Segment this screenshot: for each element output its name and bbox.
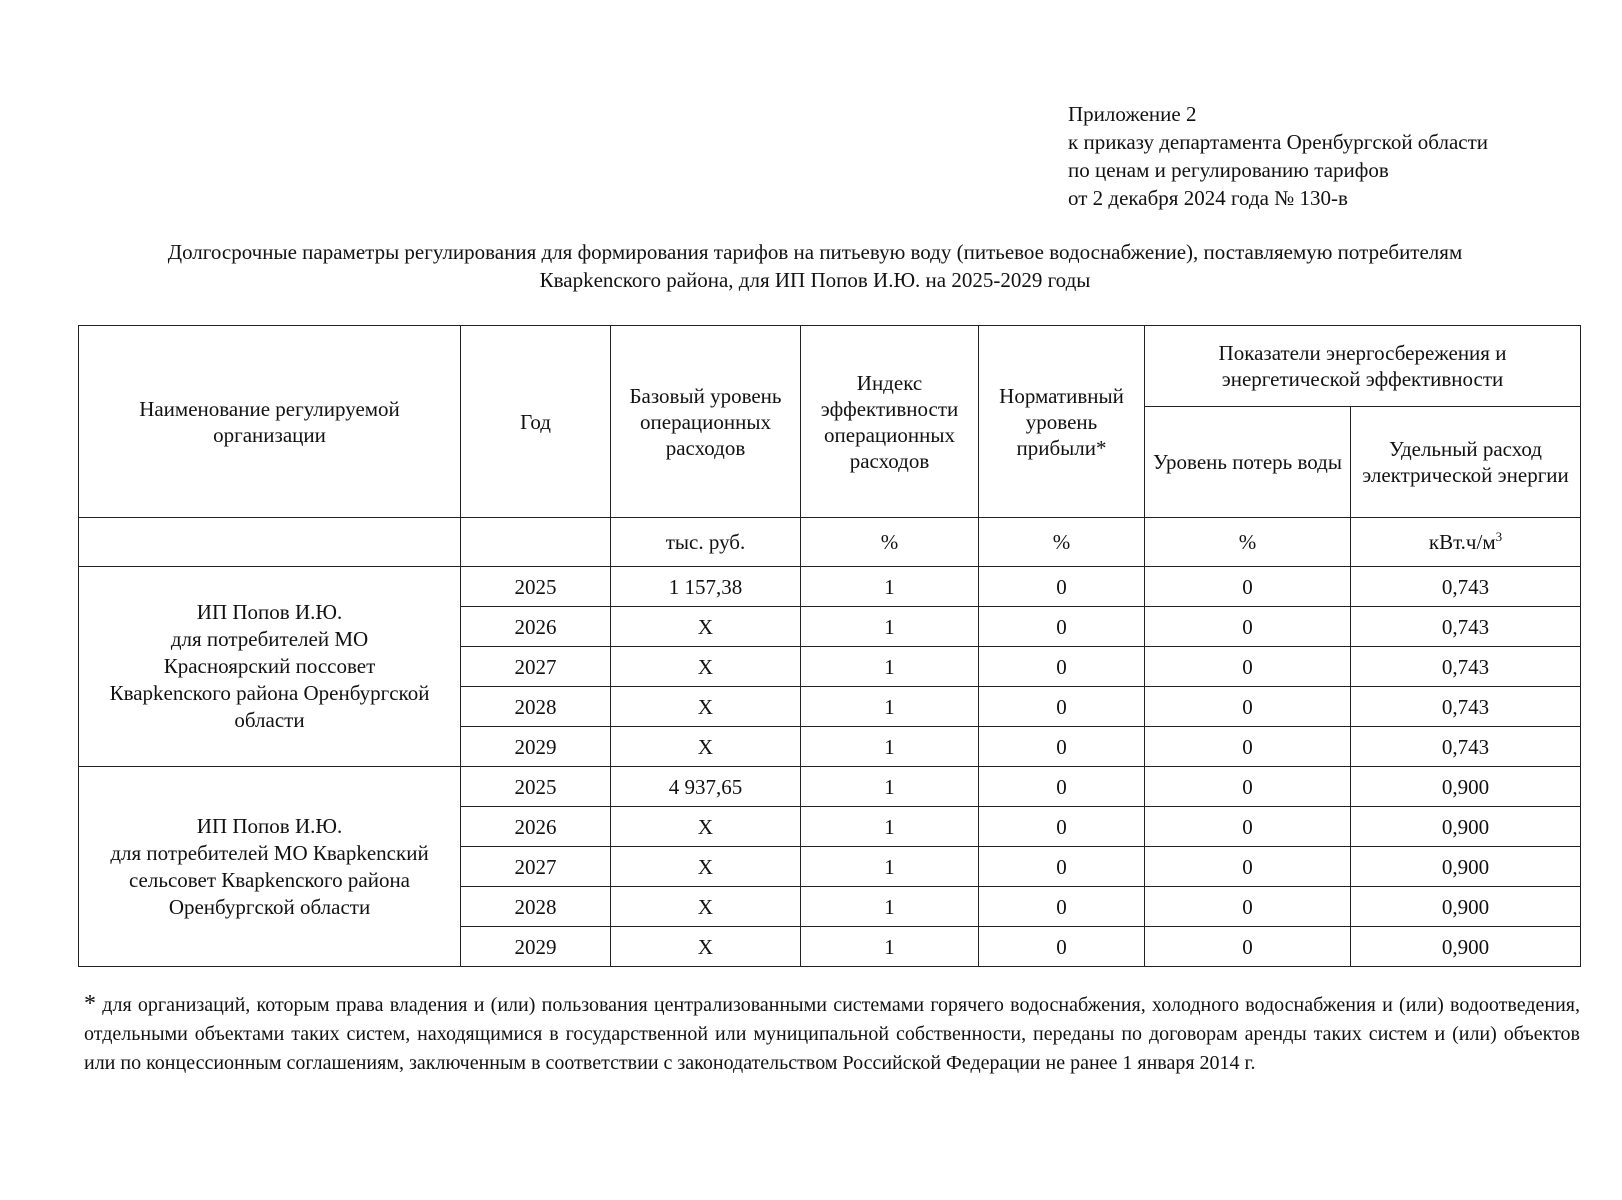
cell-base: X xyxy=(611,807,801,847)
cell-index: 1 xyxy=(801,847,979,887)
cell-profit: 0 xyxy=(979,727,1145,767)
cell-base: X xyxy=(611,847,801,887)
cell-electricity: 0,743 xyxy=(1351,607,1581,647)
cell-profit: 0 xyxy=(979,767,1145,807)
cell-year: 2029 xyxy=(461,927,611,967)
cell-index: 1 xyxy=(801,887,979,927)
cell-index: 1 xyxy=(801,727,979,767)
cell-profit: 0 xyxy=(979,607,1145,647)
footnote xyxy=(84,990,1580,1078)
cell-base: X xyxy=(611,927,801,967)
header-electricity: Удельный расход электрической энергии xyxy=(1351,407,1581,518)
document-title xyxy=(75,238,1555,294)
cell-profit: 0 xyxy=(979,647,1145,687)
document-title-line: Кварkenского района, для ИП Попов И.Ю. на 2025-2029 годы xyxy=(539,268,1091,292)
cell-year: 2025 xyxy=(461,767,611,807)
org-name-line: ИП Попов И.Ю. xyxy=(196,600,343,624)
unit-efficiency-index: % xyxy=(801,518,979,567)
appendix-line: к приказу департамента Оренбургской области xyxy=(1068,130,1488,154)
cell-loss: 0 xyxy=(1145,647,1351,687)
unit-electricity-superscript: 3 xyxy=(1495,529,1503,544)
header-efficiency-index: Индекс эффективности операционных расходов xyxy=(801,326,979,518)
cell-index: 1 xyxy=(801,927,979,967)
appendix-line: от 2 декабря 2024 года № 130-в xyxy=(1068,186,1348,210)
cell-year: 2028 xyxy=(461,687,611,727)
cell-base: X xyxy=(611,647,801,687)
header-profit-level: Нормативный уровень прибыли* xyxy=(979,326,1145,518)
cell-base: X xyxy=(611,607,801,647)
cell-index: 1 xyxy=(801,687,979,727)
cell-profit: 0 xyxy=(979,567,1145,607)
cell-index: 1 xyxy=(801,767,979,807)
cell-loss: 0 xyxy=(1145,887,1351,927)
parameters-table xyxy=(78,325,1581,967)
cell-base: 4 937,65 xyxy=(611,767,801,807)
document-title-line: Долгосрочные параметры регулирования для формирования тарифов на питьевую воду (питьевое водоснабжение), поставляемую потребителям xyxy=(167,240,1463,264)
cell-loss: 0 xyxy=(1145,807,1351,847)
cell-year: 2027 xyxy=(461,847,611,887)
footnote-mark: * xyxy=(84,991,96,1017)
cell-electricity: 0,743 xyxy=(1351,647,1581,687)
org-name-line: ИП Попов И.Ю. xyxy=(196,813,343,838)
org-name-line: для потребителей МО xyxy=(170,627,369,651)
cell-profit: 0 xyxy=(979,847,1145,887)
cell-electricity: 0,743 xyxy=(1351,687,1581,727)
unit-base-level: тыс. руб. xyxy=(611,518,801,567)
unit-electricity-text: кВт.ч/м xyxy=(1428,530,1496,554)
cell-index: 1 xyxy=(801,647,979,687)
cell-electricity: 0,743 xyxy=(1351,567,1581,607)
cell-profit: 0 xyxy=(979,687,1145,727)
appendix-line: по ценам и регулированию тарифов xyxy=(1068,158,1389,182)
cell-electricity: 0,900 xyxy=(1351,927,1581,967)
org-name-line: Оренбургской области xyxy=(168,894,371,919)
cell-loss: 0 xyxy=(1145,767,1351,807)
cell-base: X xyxy=(611,727,801,767)
org-name-line: для потребителей МО Кварkenский xyxy=(110,840,429,865)
header-org: Наименование регулируемой организации xyxy=(79,326,461,518)
cell-electricity: 0,900 xyxy=(1351,807,1581,847)
cell-profit: 0 xyxy=(979,927,1145,967)
appendix-block xyxy=(1068,100,1488,212)
org-name-cell xyxy=(79,567,461,767)
header-base-level: Базовый уровень операционных расходов xyxy=(611,326,801,518)
header-energy-group: Показатели энергосбережения и энергетической эффективности xyxy=(1145,326,1581,407)
cell-index: 1 xyxy=(801,567,979,607)
cell-electricity: 0,743 xyxy=(1351,727,1581,767)
cell-base: X xyxy=(611,687,801,727)
table-row xyxy=(79,567,1581,607)
cell-year: 2028 xyxy=(461,887,611,927)
cell-loss: 0 xyxy=(1145,727,1351,767)
org-name-line: Красноярский поссовет xyxy=(163,654,376,678)
header-year: Год xyxy=(461,326,611,518)
cell-year: 2025 xyxy=(461,567,611,607)
units-row xyxy=(79,518,1581,567)
unit-profit-level: % xyxy=(979,518,1145,567)
unit-empty xyxy=(79,518,461,567)
cell-profit: 0 xyxy=(979,807,1145,847)
cell-loss: 0 xyxy=(1145,927,1351,967)
header-row xyxy=(79,326,1581,407)
cell-index: 1 xyxy=(801,807,979,847)
org-name-cell xyxy=(79,767,461,967)
unit-empty xyxy=(461,518,611,567)
cell-base: X xyxy=(611,887,801,927)
unit-electricity xyxy=(1351,518,1581,567)
footnote-text: для организаций, которым права владения и (или) пользования централизованными системами горячего водоснабжения, холодного водоснабжения и (или) водоотведения, отдельными объектами таких систем, находящимися в государственной или муниципальной собственности, переданы по договорам аренды таких систем и (или) объектов или по концессионным соглашениям, заключенным в соответствии с законодательством Российской Федерации не ранее 1 января 2014 г. xyxy=(84,994,1580,1074)
cell-electricity: 0,900 xyxy=(1351,887,1581,927)
cell-year: 2026 xyxy=(461,607,611,647)
cell-loss: 0 xyxy=(1145,607,1351,647)
header-water-loss: Уровень потерь воды xyxy=(1145,407,1351,518)
cell-loss: 0 xyxy=(1145,687,1351,727)
org-name-line: области xyxy=(234,708,305,732)
cell-year: 2029 xyxy=(461,727,611,767)
table-row xyxy=(79,767,1581,807)
org-name-line: сельсовет Кварkenского района xyxy=(128,867,411,892)
cell-base: 1 157,38 xyxy=(611,567,801,607)
cell-electricity: 0,900 xyxy=(1351,847,1581,887)
cell-loss: 0 xyxy=(1145,847,1351,887)
appendix-line: Приложение 2 xyxy=(1068,102,1197,126)
unit-water-loss: % xyxy=(1145,518,1351,567)
cell-loss: 0 xyxy=(1145,567,1351,607)
cell-year: 2027 xyxy=(461,647,611,687)
cell-index: 1 xyxy=(801,607,979,647)
org-name-line: Кварkenского района Оренбургской xyxy=(109,681,430,705)
cell-profit: 0 xyxy=(979,887,1145,927)
table-body xyxy=(79,567,1581,967)
cell-electricity: 0,900 xyxy=(1351,767,1581,807)
cell-year: 2026 xyxy=(461,807,611,847)
